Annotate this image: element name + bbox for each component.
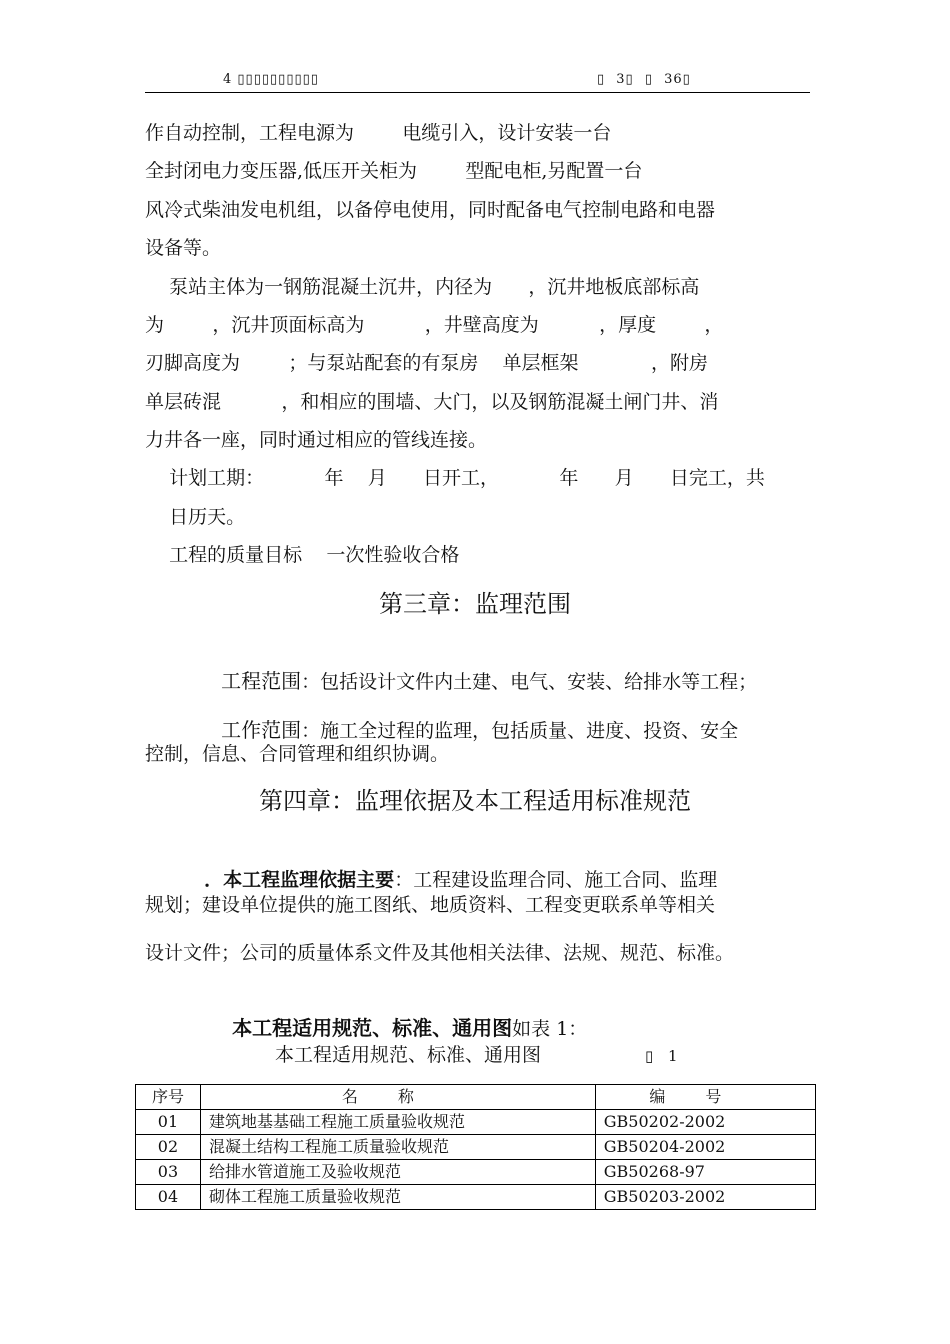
standards-label: 本工程适用规范、标准、通用图	[232, 1016, 513, 1040]
row-name: 混凝土结构工程施工质量验收规范	[200, 1135, 595, 1160]
row-name: 砌体工程施工质量验收规范	[200, 1185, 595, 1210]
table-row	[136, 1110, 816, 1135]
para-line: 刃脚高度为 ；与泵站配套的有泵房 单层框架 ，附房	[145, 352, 708, 374]
row-name: 建筑地基基础工程施工质量验收规范	[200, 1110, 595, 1135]
quality-line: 工程的质量目标 一次性验收合格	[145, 544, 460, 566]
para-line: 单层砖混 ，和相应的围墙、大门，以及钢筋混凝土闸门井、消	[145, 391, 719, 413]
header-rule	[145, 92, 810, 93]
para-line: 作自动控制，工程电源为 电缆引入，设计安装一台	[145, 122, 612, 144]
row-code: GB50204-2002	[595, 1135, 815, 1160]
para-line: 为 ，沉井顶面标高为 ，井壁高度为 ，厚度 ，	[145, 314, 724, 336]
para-line: 力井各一座，同时通过相应的管线连接。	[145, 429, 488, 451]
para-line: 全封闭电力变压器,低压开关柜为 型配电柜,另配置一台	[145, 160, 643, 182]
row-code: GB50202-2002	[595, 1110, 815, 1135]
header-code: 编号	[595, 1085, 815, 1110]
standards-table	[135, 1084, 816, 1210]
row-index: 04	[136, 1185, 201, 1210]
table-number: ▯ 1	[645, 1047, 678, 1065]
row-code: GB50268-97	[595, 1160, 815, 1185]
table-caption: 本工程适用规范、标准、通用图	[275, 1044, 542, 1066]
row-code: GB50203-2002	[595, 1185, 815, 1210]
table-row	[136, 1185, 816, 1210]
table-row	[136, 1160, 816, 1185]
basis-text: ：工程建设监理合同、施工合同、监理	[394, 869, 718, 891]
row-index: 01	[136, 1110, 201, 1135]
standards-text: 如表 1：	[512, 1018, 588, 1040]
row-index: 03	[136, 1160, 201, 1185]
header-doc-title: 4 ▯▯▯▯▯▯▯▯▯▯	[223, 72, 319, 87]
header-name: 名称	[200, 1085, 595, 1110]
row-index: 02	[136, 1135, 201, 1160]
chapter3-title: 第三章：监理范围	[379, 590, 571, 618]
para-line: 设备等。	[145, 237, 222, 259]
scope-text: ：包括设计文件内土建、电气、安装、给排水等工程；	[301, 671, 758, 693]
work-label: 工作范围	[221, 718, 302, 742]
work-text: ：施工全过程的监理，包括质量、进度、投资、安全	[301, 720, 739, 742]
schedule-line: 日历天。	[145, 506, 246, 528]
basis-label: ．本工程监理依据主要	[204, 869, 395, 891]
para-line: 控制，信息、合同管理和组织协调。	[145, 743, 450, 765]
para-line: 泵站主体为一钢筋混凝土沉井，内径为 ，沉井地板底部标高	[145, 276, 700, 298]
para-line: 规划；建设单位提供的施工图纸、地质资料、工程变更联系单等相关	[145, 894, 716, 916]
chapter4-title: 第四章：监理依据及本工程适用标准规范	[259, 787, 691, 815]
header-page-info: ▯ 3▯ ▯ 36▯	[597, 72, 691, 87]
para-line: 设计文件；公司的质量体系文件及其他相关法律、法规、规范、标准。	[145, 942, 735, 964]
scope-label: 工程范围	[221, 669, 302, 693]
table-row	[136, 1135, 816, 1160]
page-header	[145, 72, 810, 92]
table-header-row	[136, 1085, 816, 1110]
row-name: 给排水管道施工及验收规范	[200, 1160, 595, 1185]
para-line: 风冷式柴油发电机组，以备停电使用，同时配备电气控制电路和电器	[145, 199, 716, 221]
header-index: 序号	[136, 1085, 201, 1110]
schedule-line: 计划工期： 年 月 日开工， 年 月 日完工，共	[145, 467, 765, 489]
